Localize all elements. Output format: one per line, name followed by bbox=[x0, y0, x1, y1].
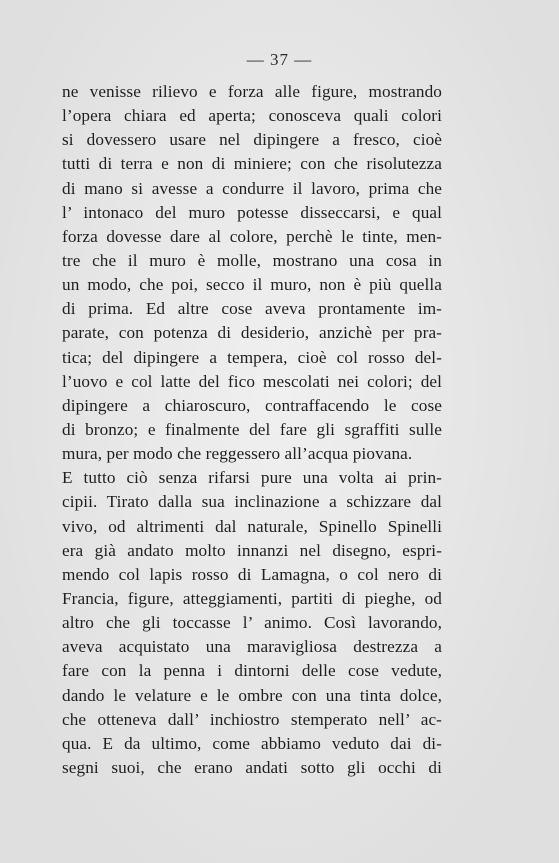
text-line: tre che il muro è molle, mostrano una cosa in bbox=[62, 250, 442, 270]
text-line: l’ intonaco del muro potesse disseccarsi, e qual bbox=[62, 202, 442, 222]
text-line: era già andato molto innanzi nel disegno, espri- bbox=[62, 540, 442, 560]
text-line: mendo col lapis rosso di Lamagna, o col nero di bbox=[62, 564, 442, 584]
text-line: dando le velature e le ombre con una tinta dolce, bbox=[62, 685, 442, 705]
text-line: forza dovesse dare al colore, perchè le tinte, men- bbox=[62, 226, 442, 246]
text-line: dipingere a chiaroscuro, contraffacendo le cose bbox=[62, 395, 442, 415]
text-line: che otteneva dall’ inchiostro stemperato nell’ ac- bbox=[62, 709, 442, 729]
text-line: qua. E da ultimo, come abbiamo veduto dai di- bbox=[62, 733, 442, 753]
text-line: parate, con potenza di desiderio, anzichè per pra- bbox=[62, 323, 442, 343]
text-line: altro che gli toccasse l’ animo. Così lavorando, bbox=[62, 613, 442, 633]
paragraph-start-line: E tutto ciò senza rifarsi pure una volta ai prin- bbox=[62, 468, 442, 488]
text-line: di mano si avesse a condurre il lavoro, prima che bbox=[62, 178, 442, 198]
text-line: segni suoi, che erano andati sotto gli occhi di bbox=[62, 757, 442, 777]
body-text bbox=[62, 80, 442, 780]
text-line: tutti di terra e non di miniere; con che risolutezza bbox=[62, 154, 442, 174]
text-line: si dovessero usare nel dipingere a fresco, cioè bbox=[62, 130, 442, 150]
text-line: Francia, figure, atteggiamenti, partiti di pieghe, od bbox=[62, 588, 442, 608]
text-line: l’opera chiara ed aperta; conosceva quali colori bbox=[62, 106, 442, 126]
text-line: un modo, che poi, secco il muro, non è più quella bbox=[62, 275, 442, 295]
text-line: cipii. Tirato dalla sua inclinazione a schizzare dal bbox=[62, 492, 442, 512]
text-line: tica; del dipingere a tempera, cioè col rosso del- bbox=[62, 347, 442, 367]
text-line: aveva acquistato una maravigliosa destrezza a bbox=[62, 637, 442, 657]
text-line: vivo, od altrimenti dal naturale, Spinello Spinelli bbox=[62, 516, 442, 536]
text-line: di prima. Ed altre cose aveva prontamente im- bbox=[62, 299, 442, 319]
text-line: ne venisse rilievo e forza alle figure, mostrando bbox=[62, 82, 442, 101]
paragraph-end-line: mura, per modo che reggessero all’acqua piovana. bbox=[62, 444, 413, 464]
text-line: fare con la penna i dintorni delle cose vedute, bbox=[62, 661, 442, 681]
text-line: l’uovo e col latte del fico mescolati nei colori; del bbox=[62, 371, 442, 391]
page-number: — 37 — bbox=[246, 50, 313, 69]
text-line: di bronzo; e finalmente del fare gli sgraffiti sulle bbox=[62, 419, 442, 439]
